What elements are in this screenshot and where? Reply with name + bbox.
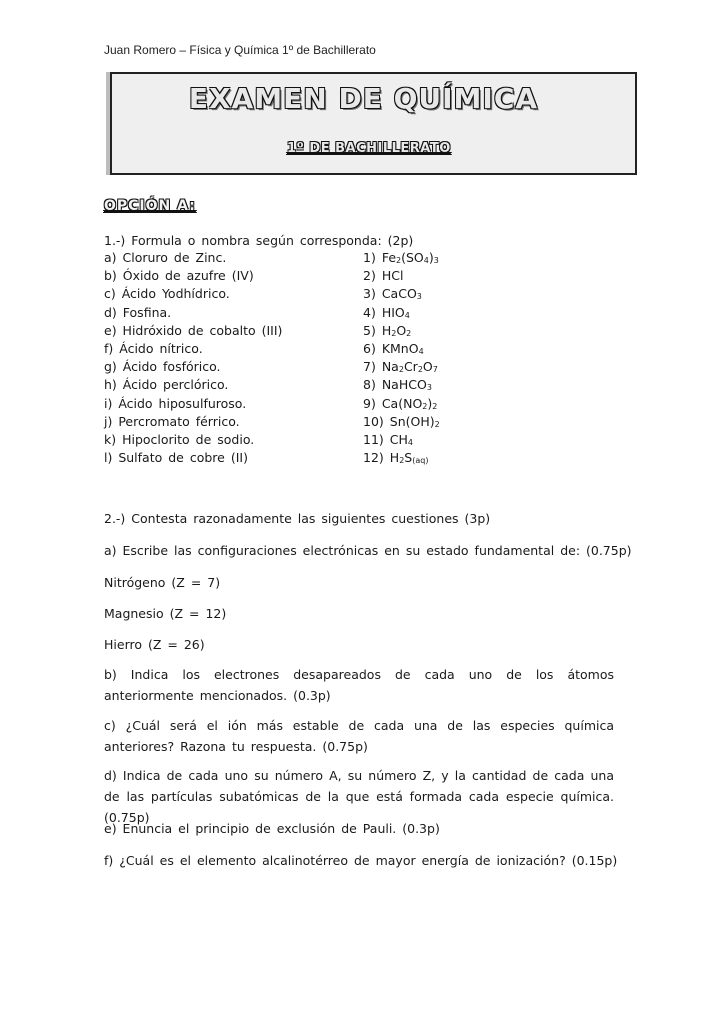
- formula-part: HIO: [381, 304, 405, 320]
- compound-name: l) Sulfato de cobre (II): [104, 450, 248, 466]
- formula-entry: [363, 414, 440, 429]
- compound-name: c) Ácido Yodhídrico.: [104, 286, 230, 302]
- list-item: [104, 359, 644, 377]
- list-item: [104, 377, 644, 395]
- formula-number: 6): [363, 341, 376, 356]
- formula-part: O: [422, 359, 433, 375]
- list-item: [104, 396, 644, 414]
- formula-part: CH: [389, 432, 408, 447]
- formula-part: HCl: [381, 268, 404, 284]
- question-2a: a) Escribe las configuraciones electrónicas en su estado fundamental de: (0.75p): [104, 543, 632, 558]
- chemical-formula: [382, 323, 411, 338]
- list-item: [104, 268, 644, 286]
- formula-entry: [363, 377, 432, 392]
- list-item: [104, 414, 644, 432]
- formula-part: Sn(OH): [389, 413, 435, 429]
- chemical-formula: [390, 432, 413, 447]
- formula-subscript: 4: [404, 310, 410, 320]
- formula-subscript: 2: [391, 328, 397, 338]
- question-2e: e) Enuncia el principio de exclusión de Pauli. (0.3p): [104, 821, 440, 836]
- chemical-formula: [390, 414, 440, 429]
- list-item: [104, 450, 644, 468]
- formula-number: 7): [363, 359, 376, 375]
- list-item: [104, 432, 644, 450]
- chemical-formula: [382, 396, 438, 411]
- formula-subscript: 3: [416, 292, 422, 302]
- question-2-heading: 2.-) Contesta razonadamente las siguientes cuestiones (3p): [104, 511, 491, 526]
- compound-name: k) Hipoclorito de sodio.: [104, 432, 255, 447]
- chemical-formula: [382, 250, 439, 265]
- formula-part: ): [427, 395, 433, 411]
- formula-part: ): [428, 250, 434, 265]
- compound-name: f) Ácido nítrico.: [104, 341, 203, 356]
- formula-subscript: 2: [422, 401, 428, 411]
- formula-entry: [363, 396, 437, 411]
- question-2b: b) Indica los electrones desapareados de cada uno de los átomos anteriormente mencionados. (0.3p): [104, 667, 614, 703]
- element-magnesium: Magnesio (Z = 12): [104, 606, 227, 621]
- formula-part: H: [389, 450, 400, 466]
- question-2d: d) Indica de cada uno su número A, su número Z, y la cantidad de cada una de las partículas subatómicas de la que está formada cada especie química. (0.75p): [104, 768, 614, 825]
- formula-subscript: 2: [417, 365, 423, 375]
- chemical-formula: [382, 359, 438, 374]
- formula-part: S: [404, 450, 413, 466]
- compound-name: h) Ácido perclórico.: [104, 377, 229, 393]
- page-header: Juan Romero – Física y Química 1º de Bachillerato: [104, 43, 376, 57]
- chemical-formula: [382, 341, 424, 356]
- formula-number: 10): [363, 413, 384, 429]
- exam-title: EXAMEN DE QUÍMICA: [188, 82, 539, 115]
- list-item: [104, 305, 644, 323]
- formula-subscript: 4: [418, 347, 424, 356]
- question-1-heading: 1.-) Formula o nombra según corresponda: (2p): [104, 233, 414, 248]
- option-heading: OPCIÓN A:: [104, 198, 196, 214]
- compound-name: i) Ácido hiposulfuroso.: [104, 395, 247, 411]
- formula-subscript: 7: [432, 365, 438, 375]
- chemical-formula: [390, 450, 429, 465]
- formula-subscript: 2: [396, 256, 402, 265]
- chemical-formula: [382, 377, 432, 392]
- formula-subscript: 2: [432, 401, 438, 411]
- formula-entry: [363, 268, 403, 283]
- formula-entry: [363, 305, 410, 320]
- formula-entry: [363, 359, 438, 374]
- formula-part: CaCO: [381, 286, 417, 302]
- formula-number: 8): [363, 377, 376, 393]
- formula-entry: [363, 341, 424, 356]
- formula-entry: [363, 323, 411, 338]
- formula-part: Fe: [381, 250, 397, 265]
- formula-subscript: 2: [398, 365, 404, 375]
- exam-subtitle: 1º DE BACHILLERATO: [287, 141, 451, 156]
- list-item: [104, 250, 644, 268]
- formula-entry: [363, 286, 422, 301]
- formula-number: 9): [363, 395, 376, 411]
- formula-entry: [363, 250, 439, 265]
- compound-name: b) Óxido de azufre (IV): [104, 268, 254, 284]
- formula-subscript: 3: [433, 256, 439, 265]
- list-item: [104, 286, 644, 304]
- formula-part: KMnO: [381, 341, 419, 356]
- formula-number: 12): [363, 450, 384, 466]
- compound-name: d) Fosfina.: [104, 304, 172, 320]
- formula-subscript: 4: [423, 256, 429, 265]
- question-2c: c) ¿Cuál será el ión más estable de cada una de las especies química anteriores? Razona tu respuesta. (0.75p): [104, 718, 614, 754]
- formula-subscript: 2: [406, 328, 412, 338]
- formula-part: Na: [381, 359, 399, 375]
- formula-part: Cr: [403, 359, 418, 375]
- chemical-formula: [382, 268, 404, 283]
- chemical-formula: [382, 305, 410, 320]
- list-item: [104, 341, 644, 359]
- element-nitrogen: Nitrógeno (Z = 7): [104, 575, 221, 590]
- formula-number: 11): [363, 432, 384, 447]
- list-item: [104, 323, 644, 341]
- formula-part: Ca(NO: [381, 395, 423, 411]
- formula-entry: [363, 432, 413, 447]
- compound-name: j) Percromato férrico.: [104, 413, 240, 429]
- element-iron: Hierro (Z = 26): [104, 637, 205, 652]
- formula-number: 2): [363, 268, 376, 284]
- formula-entry: [363, 450, 428, 465]
- chemical-formula: [382, 286, 422, 301]
- formula-number: 4): [363, 304, 376, 320]
- formula-part: NaHCO: [381, 377, 427, 393]
- compound-name: a) Cloruro de Zinc.: [104, 250, 227, 265]
- formula-number: 5): [363, 322, 376, 338]
- formula-subscript: 2: [399, 456, 405, 466]
- question-2f: f) ¿Cuál es el elemento alcalinotérreo de mayor energía de ionización? (0.15p): [104, 853, 618, 868]
- formula-subscript: (aq): [412, 456, 429, 466]
- formula-subscript: 2: [434, 419, 440, 429]
- formula-part: (SO: [401, 250, 424, 265]
- title-box: [110, 72, 637, 175]
- formula-number: 3): [363, 286, 376, 302]
- formula-subscript: 3: [426, 383, 432, 393]
- formula-part: O: [396, 322, 407, 338]
- compound-name: e) Hidróxido de cobalto (III): [104, 322, 283, 338]
- formula-number: 1): [363, 250, 376, 265]
- formula-part: H: [381, 322, 392, 338]
- formula-subscript: 4: [407, 438, 414, 447]
- compound-name: g) Ácido fosfórico.: [104, 359, 221, 375]
